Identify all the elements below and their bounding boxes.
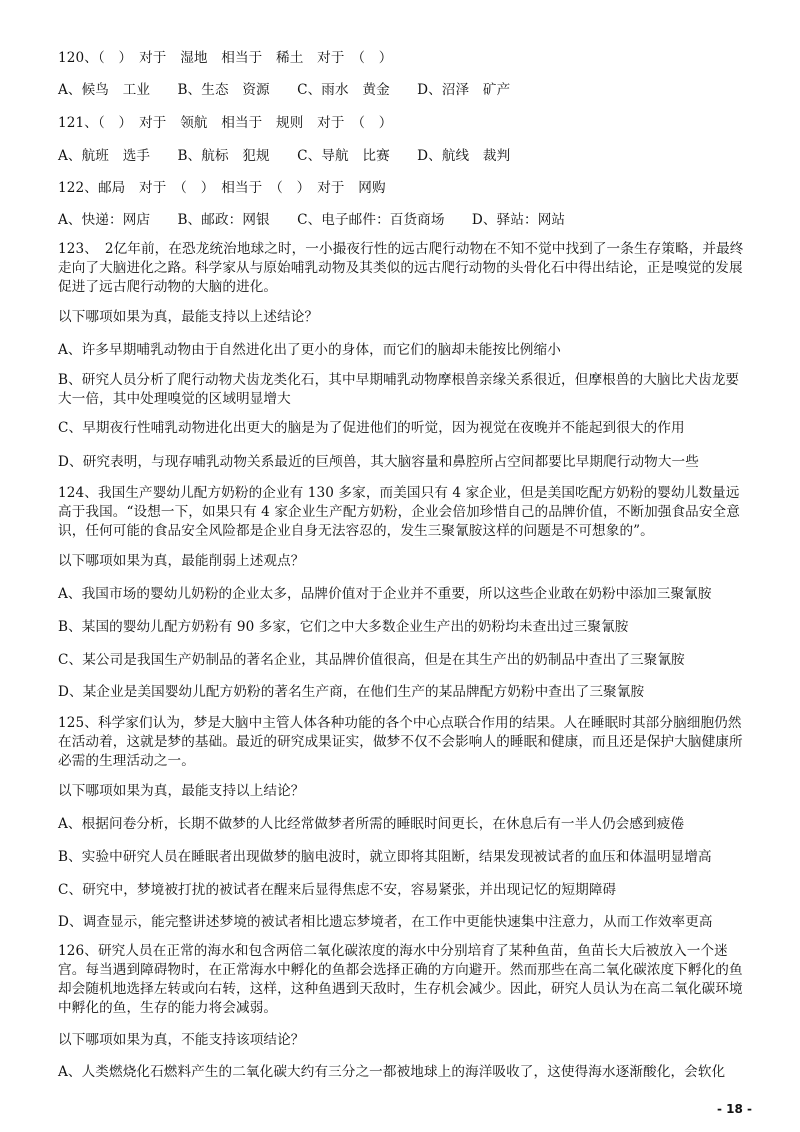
q125-stem: 125、科学家们认为，梦是大脑中主管人体各种功能的各个中心点联合作用的结果。人在睡眠时其部分脑细胞仍然在活动着，这就是梦的基础。最近的研究成果证实，做梦不仅不会影响人的睡眠和健康，而且还是保护大脑健康所必需的生理活动之一。 — [58, 715, 743, 769]
q123-option-b: B、研究人员分析了爬行动物犬齿龙类化石，其中早期哺乳动物摩根兽亲缘关系很近，但摩根兽的大脑比犬齿龙要大一倍，其中处理嗅觉的区域明显增大 — [58, 372, 740, 407]
q125-question: 以下哪项如果为真，最能支持以上结论？ — [58, 783, 305, 799]
q124-option-a: A、我国市场的婴幼儿奶粉的企业太多，品牌价值对于企业并不重要，所以这些企业敢在奶粉中添加三聚氰胺 — [58, 586, 712, 602]
q125-option-c: C、研究中，梦境被打扰的被试者在醒来后显得焦虑不安，容易紧张，并出现记忆的短期障碍 — [58, 882, 617, 898]
q124-question: 以下哪项如果为真，最能削弱上述观点？ — [58, 553, 305, 569]
q120-options: A、候鸟 工业 B、生态 资源 C、雨水 黄金 D、沼泽 矿产 — [58, 82, 511, 98]
q122-stem: 122、邮局 对于 （ ） 相当于 （ ） 对于 网购 — [58, 180, 386, 196]
q126-stem: 126、研究人员在正常的海水和包含两倍二氧化碳浓度的海水中分别培育了某种鱼苗，鱼苗长大后被放入一个迷宫。每当遇到障碍物时，在正常海水中孵化的鱼都会选择正确的方向避开。然而那些在高二氧化碳浓度下孵化的鱼却会随机地选择左转或向右转，这样，这种鱼遇到天敌时，生存机会减少。因此，研究人员认为在高二氧化碳环境中孵化的鱼，生存的能力将会减弱。 — [58, 943, 743, 1016]
q123-option-d: D、研究表明，与现存哺乳动物关系最近的巨颅兽，其大脑容量和鼻腔所占空间都要比早期爬行动物大一些 — [58, 454, 699, 470]
q124-option-b: B、某国的婴幼儿配方奶粉有 90 多家，它们之中大多数企业生产出的奶粉均未查出过三聚氰胺 — [58, 619, 629, 635]
q126-option-a: A、人类燃烧化石燃料产生的二氧化碳大约有三分之一都被地球上的海洋吸收了，这使得海水逐渐酸化，会软化 — [58, 1064, 726, 1080]
q123-option-c: C、早期夜行性哺乳动物进化出更大的脑是为了促进他们的听觉，因为视觉在夜晚并不能起到很大的作用 — [58, 420, 685, 436]
q124-stem: 124、我国生产婴幼儿配方奶粉的企业有 130 多家，而美国只有 4 家企业，但是美国吃配方奶粉的婴幼儿数量远高于我国。“设想一下，如果只有 4 家企业生产配方奶粉，企业会倍加珍惜自己的品牌价值，不断加强食品安全意识，任何可能的食品安全风险都是企业自身无法容忍的，发生三聚氰胺这样的问题是不可想象的”。 — [58, 485, 740, 539]
q121-stem: 121、（ ） 对于 领航 相当于 规则 对于 （ ） — [58, 115, 393, 131]
q124-option-c: C、某公司是我国生产奶制品的著名企业，其品牌价值很高，但是在其生产出的奶制品中查出了三聚氰胺 — [58, 652, 685, 668]
q125-option-a: A、根据问卷分析，长期不做梦的人比经常做梦者所需的睡眠时间更长，在休息后有一半人仍会感到疲倦 — [58, 816, 685, 832]
q126-question: 以下哪项如果为真，不能支持该项结论？ — [58, 1032, 305, 1048]
q123-question: 以下哪项如果为真，最能支持以上述结论？ — [58, 309, 319, 325]
q125-option-b: B、实验中研究人员在睡眠者出现做梦的脑电波时，就立即将其阻断，结果发现被试者的血压和体温明显增高 — [58, 849, 712, 865]
q122-options: A、快递：网店 B、邮政：网银 C、电子邮件：百货商场 D、驿站：网站 — [58, 212, 566, 228]
page-number: - 18 - — [716, 1102, 752, 1116]
q123-stem: 123、 2亿年前，在恐龙统治地球之时，一小撮夜行性的远古爬行动物在不知不觉中找到了一条生存策略，并最终走向了大脑进化之路。科学家从与原始哺乳动物及其类似的远古爬行动物的头骨化石中得出结论，正是嗅觉的发展促进了远古爬行动物的大脑的进化。 — [58, 241, 744, 295]
q124-option-d: D、某企业是美国婴幼儿配方奶粉的著名生产商，在他们生产的某品牌配方奶粉中查出了三聚氰胺 — [58, 684, 645, 700]
q123-option-a: A、许多早期哺乳动物由于自然进化出了更小的身体，而它们的脑却未能按比例缩小 — [58, 342, 561, 358]
q121-options: A、航班 选手 B、航标 犯规 C、导航 比赛 D、航线 裁判 — [58, 148, 511, 164]
q120-stem: 120、（ ） 对于 湿地 相当于 稀土 对于 （ ） — [58, 50, 393, 66]
q125-option-d: D、调查显示，能完整讲述梦境的被试者相比遗忘梦境者，在工作中更能快速集中注意力，从而工作效率更高 — [58, 914, 713, 930]
